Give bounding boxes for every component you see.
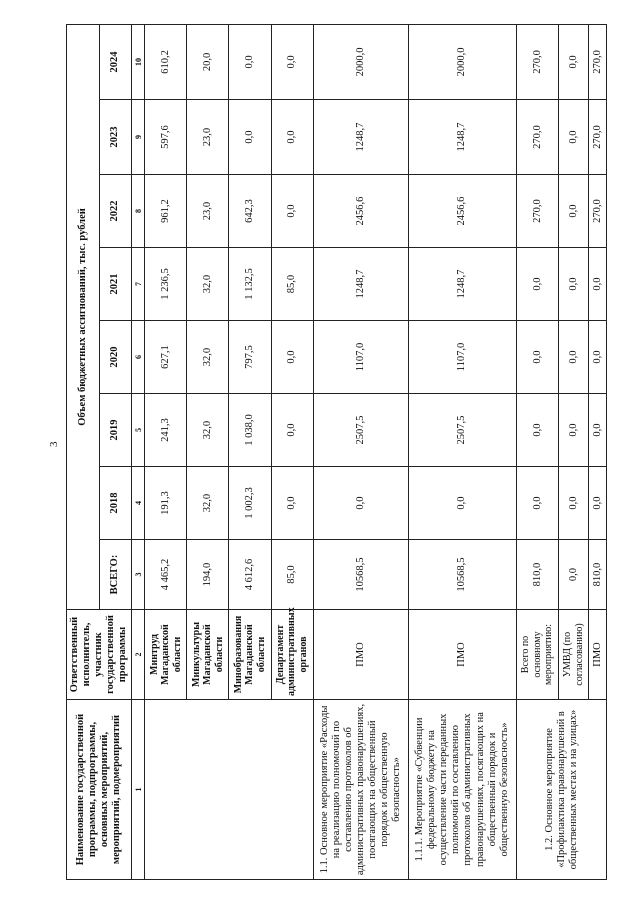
cell-value: 0,0 [271,321,313,394]
cell-total: 10568,5 [408,540,516,610]
row-name: 1.1. Основное мероприятие «Расходы на реализацию полномочий по составлению протоколов об административных правонарушениях, посягающих на общественный порядок и общественную безопасность» [313,700,408,880]
table-row [145,24,187,879]
row-responsible: ПМО [408,610,516,700]
column-index-row [132,24,145,879]
cell-value: 0,0 [588,394,606,467]
cell-value: 191,3 [145,467,187,540]
cell-total: 4 612,6 [229,540,271,610]
row-responsible: Всего по основному мероприятию: [517,610,559,700]
cell-total: 85,0 [271,540,313,610]
cell-value: 0,0 [559,175,589,248]
column-index: 6 [132,321,145,394]
cell-value: 0,0 [517,394,559,467]
cell-value: 0,0 [588,248,606,321]
column-index: 8 [132,175,145,248]
cell-value: 0,0 [271,175,313,248]
cell-value: 0,0 [229,24,271,99]
cell-value: 1 002,3 [229,467,271,540]
cell-value: 32,0 [187,467,229,540]
cell-value: 2456,6 [408,175,516,248]
cell-value: 1107,0 [313,321,408,394]
row-responsible: Минобразования Магаданской области [229,610,271,700]
cell-value: 1248,7 [313,248,408,321]
cell-total: 194,0 [187,540,229,610]
cell-value: 241,3 [145,394,187,467]
budget-table-sheet [66,25,603,880]
header-responsible: Ответственный исполнитель, участник государственной программы [67,610,132,700]
header-year: 2019 [99,394,132,467]
cell-value: 0,0 [271,467,313,540]
header-year: 2021 [99,248,132,321]
cell-value: 20,0 [187,24,229,99]
page-number: 3 [48,441,60,447]
table-row [313,24,408,879]
cell-value: 1248,7 [408,248,516,321]
cell-value: 1 132,5 [229,248,271,321]
cell-value: 0,0 [559,321,589,394]
header-year: 2020 [99,321,132,394]
cell-value: 270,0 [517,175,559,248]
cell-value: 0,0 [588,467,606,540]
cell-value: 0,0 [517,467,559,540]
cell-value: 0,0 [559,467,589,540]
cell-value: 0,0 [271,100,313,175]
cell-value: 2000,0 [313,24,408,99]
cell-value: 32,0 [187,394,229,467]
row-responsible: ПМО [588,610,606,700]
cell-value: 642,3 [229,175,271,248]
cell-value: 0,0 [313,467,408,540]
cell-value: 0,0 [229,100,271,175]
column-index: 1 [132,700,145,880]
cell-total: 810,0 [517,540,559,610]
cell-value: 2507,5 [313,394,408,467]
cell-value: 23,0 [187,100,229,175]
cell-value: 2000,0 [408,24,516,99]
header-year: 2023 [99,100,132,175]
cell-total: 810,0 [588,540,606,610]
cell-value: 1 038,0 [229,394,271,467]
cell-value: 597,6 [145,100,187,175]
cell-value: 0,0 [559,248,589,321]
row-responsible: ПМО [313,610,408,700]
cell-value: 270,0 [588,100,606,175]
cell-value: 0,0 [559,24,589,99]
row-responsible: Минкультуры Магаданской области [187,610,229,700]
cell-value: 0,0 [517,321,559,394]
cell-value: 85,0 [271,248,313,321]
header-year: 2022 [99,175,132,248]
column-index: 4 [132,467,145,540]
row-name: 1.1.1. Мероприятие «Субвенции федеральному бюджету на осуществление части переданных полномочий по составлению протоколов об административных правонарушениях, посягающих на общественный порядок и общественную безопасность» [408,700,516,880]
cell-value: 270,0 [517,24,559,99]
cell-value: 627,1 [145,321,187,394]
cell-value: 0,0 [271,24,313,99]
cell-value: 32,0 [187,248,229,321]
cell-value: 270,0 [588,24,606,99]
header-year: 2024 [99,24,132,99]
column-index: 2 [132,610,145,700]
row-responsible: Минтруд Магаданской области [145,610,187,700]
column-index: 3 [132,540,145,610]
cell-total: 0,0 [559,540,589,610]
row-name-continuation [145,700,313,880]
header-budget-group: Объем бюджетных ассигнований, тыс. рублей [67,24,100,609]
cell-value: 0,0 [588,321,606,394]
column-index: 5 [132,394,145,467]
cell-value: 1248,7 [408,100,516,175]
cell-value: 0,0 [271,394,313,467]
cell-value: 0,0 [559,394,589,467]
cell-value: 2456,6 [313,175,408,248]
cell-value: 610,2 [145,24,187,99]
header-year: 2018 [99,467,132,540]
cell-value: 797,5 [229,321,271,394]
cell-value: 270,0 [588,175,606,248]
budget-table [66,24,607,880]
table-row [517,24,559,879]
column-index: 9 [132,100,145,175]
row-responsible: УМВД (по согласованию) [559,610,589,700]
cell-value: 2507,5 [408,394,516,467]
cell-value: 32,0 [187,321,229,394]
cell-value: 0,0 [517,248,559,321]
cell-value: 23,0 [187,175,229,248]
cell-value: 1248,7 [313,100,408,175]
row-responsible: Департамент административных органов [271,610,313,700]
cell-value: 270,0 [517,100,559,175]
table-row [408,24,516,879]
header-name: Наименование государственной программы, подпрограммы, основных мероприятий, мероприятий, подмероприятий [67,700,132,880]
cell-value: 1107,0 [408,321,516,394]
cell-total: 4 465,2 [145,540,187,610]
cell-total: 10568,5 [313,540,408,610]
cell-value: 1 236,5 [145,248,187,321]
column-index: 7 [132,248,145,321]
cell-value: 0,0 [559,100,589,175]
column-index: 10 [132,24,145,99]
header-total: ВСЕГО: [99,540,132,610]
cell-value: 961,2 [145,175,187,248]
cell-value: 0,0 [408,467,516,540]
row-name: 1.2. Основное мероприятие «Профилактика правонарушений в общественных местах и на улицах» [517,700,607,880]
